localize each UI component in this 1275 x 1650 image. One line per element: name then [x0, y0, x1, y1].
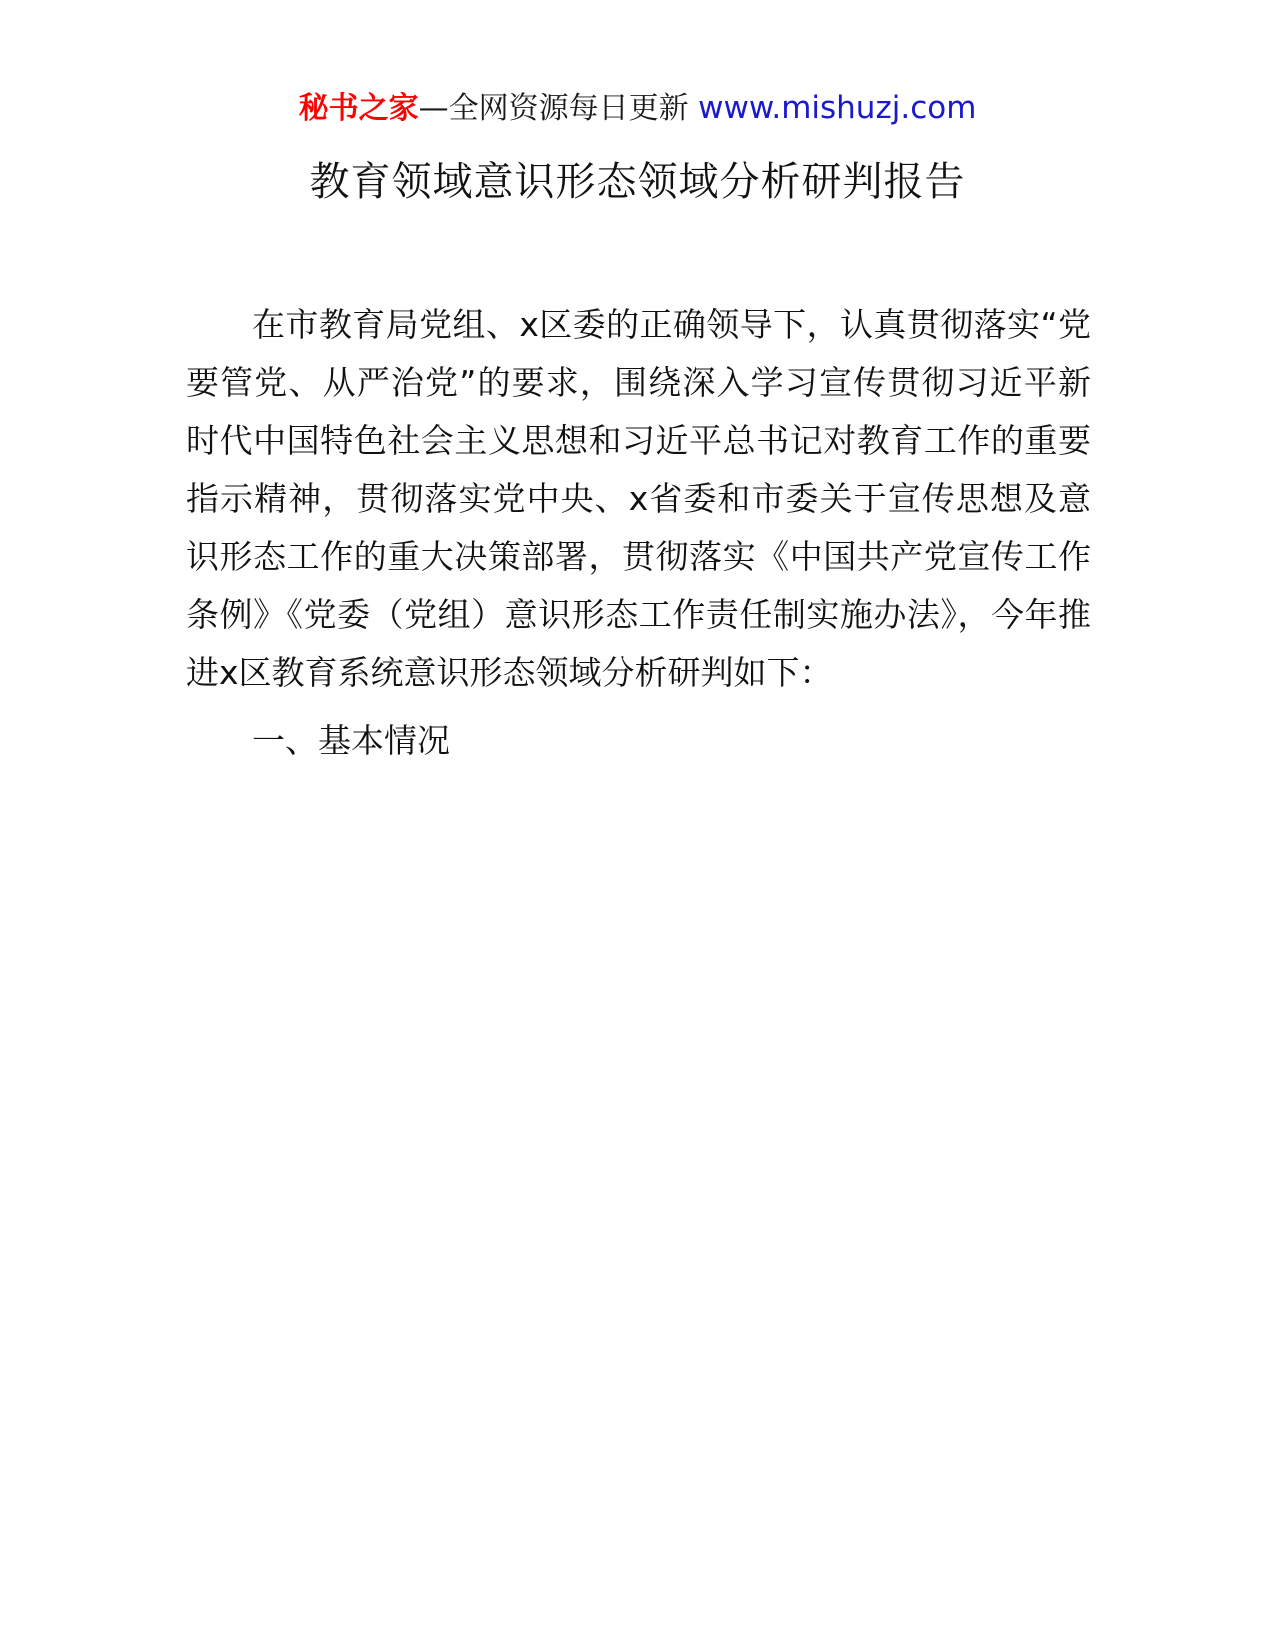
- header-slogan: —全网资源每日更新: [418, 91, 689, 126]
- section-heading: 一、基本情况: [252, 721, 450, 760]
- body-paragraph: 在市教育局党组、x区委的正确领导下，认真贯彻落实“党要管党、从严治党”的要求，围绕深入学习宣传贯彻习近平新时代中国特色社会主义思想和习近平总书记对教育工作的重要指示精神，贯彻落实党中央、x省委和市委关于宣传思想及意识形态工作的重大决策部署，贯彻落实《中国共产党宣传工作条例》《党委（党组）意识形态工作责任制实施办法》，今年推进x区教育系统意识形态领域分析研判如下：: [186, 305, 1091, 692]
- header-url-link[interactable]: www.mishuzj.com: [698, 90, 977, 126]
- page-header: [0, 88, 1275, 129]
- brand-name: 秘书之家: [298, 91, 419, 126]
- document-body: [186, 296, 1091, 702]
- document-title: 教育领域意识形态领域分析研判报告: [309, 159, 966, 205]
